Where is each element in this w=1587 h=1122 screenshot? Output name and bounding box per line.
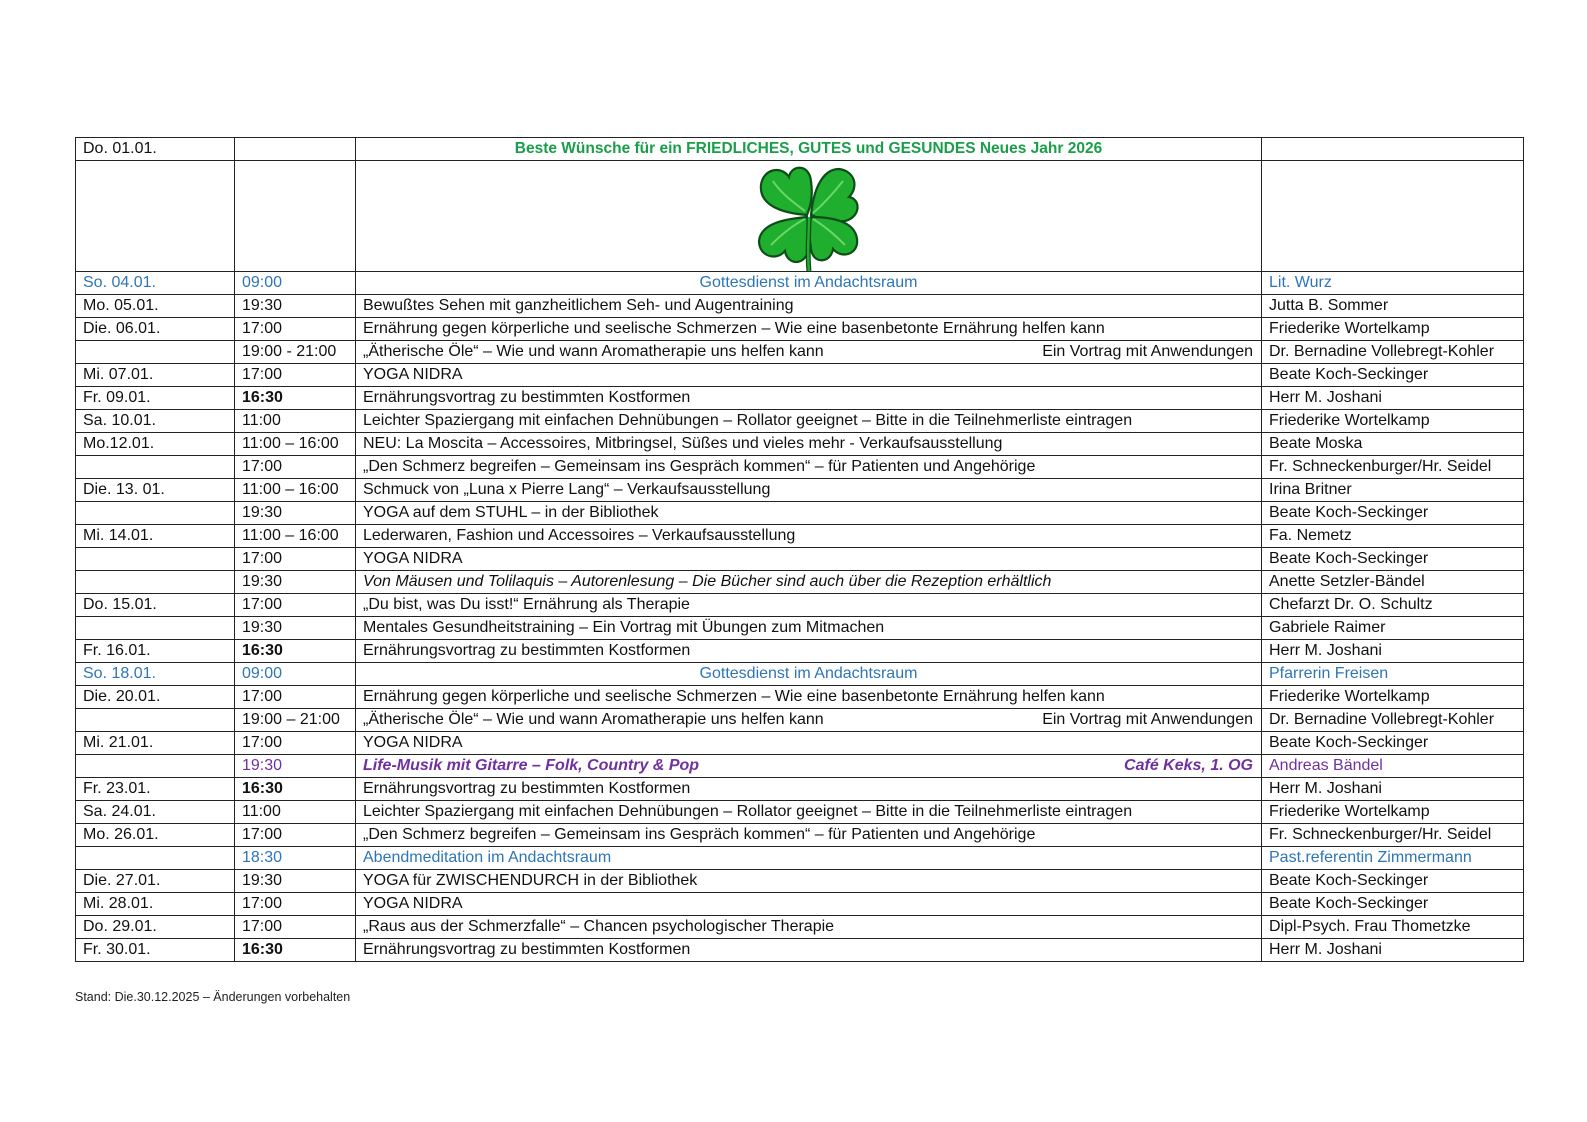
- person-cell: Beate Koch-Seckinger: [1262, 732, 1524, 755]
- person-cell: Fa. Nemetz: [1262, 525, 1524, 548]
- date-cell: [76, 548, 235, 571]
- time-cell: 19:30: [235, 295, 356, 318]
- table-row: [76, 525, 1524, 548]
- time-cell: 09:00: [235, 272, 356, 295]
- event-cell: „Raus aus der Schmerzfalle“ – Chancen psychologischer Therapie: [356, 916, 1262, 939]
- person-cell: Jutta B. Sommer: [1262, 295, 1524, 318]
- person-cell: Herr M. Joshani: [1262, 640, 1524, 663]
- table-row: [76, 387, 1524, 410]
- clover-row: [76, 161, 1524, 272]
- event-cell: [356, 709, 1262, 732]
- event-cell: Lederwaren, Fashion und Accessoires – Verkaufsausstellung: [356, 525, 1262, 548]
- event-cell: Ernährungsvortrag zu bestimmten Kostformen: [356, 939, 1262, 962]
- date-cell: Mi. 28.01.: [76, 893, 235, 916]
- event-note: Ein Vortrag mit Anwendungen: [1042, 343, 1253, 360]
- schedule-table: [75, 137, 1524, 962]
- person-cell: Beate Koch-Seckinger: [1262, 548, 1524, 571]
- person-cell: Lit. Wurz: [1262, 272, 1524, 295]
- time-cell: 17:00: [235, 456, 356, 479]
- date-cell: Die. 20.01.: [76, 686, 235, 709]
- date-cell: [76, 571, 235, 594]
- time-cell: 16:30: [235, 640, 356, 663]
- person-cell: Gabriele Raimer: [1262, 617, 1524, 640]
- time-cell: 18:30: [235, 847, 356, 870]
- table-row: [76, 824, 1524, 847]
- time-cell: 16:30: [235, 939, 356, 962]
- event-title: Life-Musik mit Gitarre – Folk, Country & Pop: [363, 757, 700, 774]
- date-cell: [76, 755, 235, 778]
- time-cell: 11:00: [235, 410, 356, 433]
- event-cell: YOGA NIDRA: [356, 732, 1262, 755]
- event-cell: YOGA NIDRA: [356, 364, 1262, 387]
- person-cell: Andreas Bändel: [1262, 755, 1524, 778]
- time-cell: 16:30: [235, 778, 356, 801]
- header-row: [76, 138, 1524, 161]
- date-cell: [76, 847, 235, 870]
- table-row: [76, 364, 1524, 387]
- date-cell: Mi. 14.01.: [76, 525, 235, 548]
- event-note: Ein Vortrag mit Anwendungen: [1042, 711, 1253, 728]
- person-cell: Fr. Schneckenburger/Hr. Seidel: [1262, 456, 1524, 479]
- time-cell: 09:00: [235, 663, 356, 686]
- time-cell: 11:00: [235, 801, 356, 824]
- table-row: [76, 916, 1524, 939]
- table-row: [76, 410, 1524, 433]
- time-cell: 19:00 - 21:00: [235, 341, 356, 364]
- date-cell: [76, 502, 235, 525]
- event-cell: YOGA NIDRA: [356, 548, 1262, 571]
- event-cell: NEU: La Moscita – Accessoires, Mitbringsel, Süßes und vieles mehr - Verkaufsausstellung: [356, 433, 1262, 456]
- event-cell: Abendmeditation im Andachtsraum: [356, 847, 1262, 870]
- event-title: „Ätherische Öle“ – Wie und wann Aromatherapie uns helfen kann: [363, 711, 824, 728]
- person-cell: Dipl-Psych. Frau Thometzke: [1262, 916, 1524, 939]
- table-row: [76, 640, 1524, 663]
- table-row: [76, 295, 1524, 318]
- table-row: [76, 686, 1524, 709]
- person-cell: Herr M. Joshani: [1262, 939, 1524, 962]
- date-cell: Mi. 21.01.: [76, 732, 235, 755]
- table-row: [76, 318, 1524, 341]
- table-row: [76, 571, 1524, 594]
- person-cell: Beate Moska: [1262, 433, 1524, 456]
- date-cell: Die. 27.01.: [76, 870, 235, 893]
- footer-note: Stand: Die.30.12.2025 – Änderungen vorbehalten: [75, 990, 351, 1004]
- event-cell: [356, 341, 1262, 364]
- date-cell: [76, 341, 235, 364]
- date-cell: Mo. 05.01.: [76, 295, 235, 318]
- table-row: [76, 594, 1524, 617]
- person-cell: Beate Koch-Seckinger: [1262, 893, 1524, 916]
- date-cell: Die. 06.01.: [76, 318, 235, 341]
- person-cell: [1262, 138, 1524, 161]
- person-cell: Friederike Wortelkamp: [1262, 410, 1524, 433]
- table-row: [76, 456, 1524, 479]
- time-cell: 19:30: [235, 617, 356, 640]
- date-cell: Die. 13. 01.: [76, 479, 235, 502]
- person-cell: Friederike Wortelkamp: [1262, 686, 1524, 709]
- person-cell: Dr. Bernadine Vollebregt-Kohler: [1262, 709, 1524, 732]
- time-cell: 19:30: [235, 571, 356, 594]
- event-cell: Ernährung gegen körperliche und seelische Schmerzen – Wie eine basenbetonte Ernährung helfen kann: [356, 318, 1262, 341]
- event-cell: „Den Schmerz begreifen – Gemeinsam ins Gespräch kommen“ – für Patienten und Angehörige: [356, 824, 1262, 847]
- date-cell: [76, 456, 235, 479]
- event-cell: Schmuck von „Luna x Pierre Lang“ – Verkaufsausstellung: [356, 479, 1262, 502]
- date-cell: Do. 01.01.: [76, 138, 235, 161]
- date-cell: [76, 709, 235, 732]
- new-year-title: Beste Wünsche für ein FRIEDLICHES, GUTES und GESUNDES Neues Jahr 2026: [356, 138, 1262, 161]
- person-cell: Herr M. Joshani: [1262, 778, 1524, 801]
- event-cell: Gottesdienst im Andachtsraum: [356, 272, 1262, 295]
- time-cell: 19:00 – 21:00: [235, 709, 356, 732]
- table-row: [76, 893, 1524, 916]
- date-cell: [76, 617, 235, 640]
- date-cell: Sa. 24.01.: [76, 801, 235, 824]
- table-row: [76, 479, 1524, 502]
- date-cell: Sa. 10.01.: [76, 410, 235, 433]
- table-row: [76, 617, 1524, 640]
- date-cell: Do. 29.01.: [76, 916, 235, 939]
- event-cell: YOGA auf dem STUHL – in der Bibliothek: [356, 502, 1262, 525]
- time-cell: 17:00: [235, 364, 356, 387]
- table-row: [76, 341, 1524, 364]
- date-cell: Mi. 07.01.: [76, 364, 235, 387]
- person-cell: Beate Koch-Seckinger: [1262, 502, 1524, 525]
- table-row: [76, 778, 1524, 801]
- four-leaf-clover-icon: [751, 161, 867, 271]
- table-row: [76, 755, 1524, 778]
- time-cell: 11:00 – 16:00: [235, 479, 356, 502]
- person-cell: Beate Koch-Seckinger: [1262, 870, 1524, 893]
- event-cell: Von Mäusen und Tolilaquis – Autorenlesung – Die Bücher sind auch über die Rezeption erhältlich: [356, 571, 1262, 594]
- date-cell: Fr. 23.01.: [76, 778, 235, 801]
- table-row: [76, 433, 1524, 456]
- time-cell: 17:00: [235, 732, 356, 755]
- date-cell: Fr. 09.01.: [76, 387, 235, 410]
- time-cell: 19:30: [235, 502, 356, 525]
- time-cell: 17:00: [235, 318, 356, 341]
- event-cell: Gottesdienst im Andachtsraum: [356, 663, 1262, 686]
- table-row: [76, 502, 1524, 525]
- date-cell: So. 18.01.: [76, 663, 235, 686]
- time-cell: 19:30: [235, 755, 356, 778]
- time-cell: 17:00: [235, 893, 356, 916]
- person-cell: Chefarzt Dr. O. Schultz: [1262, 594, 1524, 617]
- person-cell: Beate Koch-Seckinger: [1262, 364, 1524, 387]
- event-cell: Ernährungsvortrag zu bestimmten Kostformen: [356, 778, 1262, 801]
- event-cell: Ernährung gegen körperliche und seelische Schmerzen – Wie eine basenbetonte Ernährung helfen kann: [356, 686, 1262, 709]
- table-row: [76, 939, 1524, 962]
- event-cell: Leichter Spaziergang mit einfachen Dehnübungen – Rollator geeignet – Bitte in die Teilnehmerliste eintragen: [356, 410, 1262, 433]
- table-row: [76, 663, 1524, 686]
- table-row: [76, 870, 1524, 893]
- table-row: [76, 732, 1524, 755]
- time-cell: 17:00: [235, 548, 356, 571]
- event-cell: „Den Schmerz begreifen – Gemeinsam ins Gespräch kommen“ – für Patienten und Angehörige: [356, 456, 1262, 479]
- date-cell: Do. 15.01.: [76, 594, 235, 617]
- time-cell: [235, 138, 356, 161]
- date-cell: Mo. 26.01.: [76, 824, 235, 847]
- person-cell: Herr M. Joshani: [1262, 387, 1524, 410]
- time-cell: 11:00 – 16:00: [235, 525, 356, 548]
- event-title: „Ätherische Öle“ – Wie und wann Aromatherapie uns helfen kann: [363, 343, 824, 360]
- event-cell: YOGA NIDRA: [356, 893, 1262, 916]
- date-cell: Mo.12.01.: [76, 433, 235, 456]
- event-cell: Ernährungsvortrag zu bestimmten Kostformen: [356, 640, 1262, 663]
- time-cell: 19:30: [235, 870, 356, 893]
- time-cell: 17:00: [235, 916, 356, 939]
- person-cell: Fr. Schneckenburger/Hr. Seidel: [1262, 824, 1524, 847]
- date-cell: So. 04.01.: [76, 272, 235, 295]
- event-cell: Mentales Gesundheitstraining – Ein Vortrag mit Übungen zum Mitmachen: [356, 617, 1262, 640]
- event-cell: „Du bist, was Du isst!“ Ernährung als Therapie: [356, 594, 1262, 617]
- table-row: [76, 709, 1524, 732]
- person-cell: Dr. Bernadine Vollebregt-Kohler: [1262, 341, 1524, 364]
- event-cell: Leichter Spaziergang mit einfachen Dehnübungen – Rollator geeignet – Bitte in die Teilnehmerliste eintragen: [356, 801, 1262, 824]
- time-cell: 17:00: [235, 824, 356, 847]
- event-cell: Bewußtes Sehen mit ganzheitlichem Seh- und Augentraining: [356, 295, 1262, 318]
- person-cell: Past.referentin Zimmermann: [1262, 847, 1524, 870]
- event-cell: Ernährungsvortrag zu bestimmten Kostformen: [356, 387, 1262, 410]
- time-cell: 17:00: [235, 594, 356, 617]
- person-cell: Anette Setzler-Bändel: [1262, 571, 1524, 594]
- event-note: Café Keks, 1. OG: [1124, 757, 1253, 774]
- person-cell: Irina Britner: [1262, 479, 1524, 502]
- person-cell: Friederike Wortelkamp: [1262, 801, 1524, 824]
- time-cell: 11:00 – 16:00: [235, 433, 356, 456]
- table-row: [76, 548, 1524, 571]
- person-cell: Pfarrerin Freisen: [1262, 663, 1524, 686]
- time-cell: 16:30: [235, 387, 356, 410]
- table-row: [76, 847, 1524, 870]
- event-cell: [356, 755, 1262, 778]
- table-row: [76, 801, 1524, 824]
- time-cell: 17:00: [235, 686, 356, 709]
- table-row: [76, 272, 1524, 295]
- person-cell: Friederike Wortelkamp: [1262, 318, 1524, 341]
- date-cell: Fr. 16.01.: [76, 640, 235, 663]
- event-cell: YOGA für ZWISCHENDURCH in der Bibliothek: [356, 870, 1262, 893]
- date-cell: Fr. 30.01.: [76, 939, 235, 962]
